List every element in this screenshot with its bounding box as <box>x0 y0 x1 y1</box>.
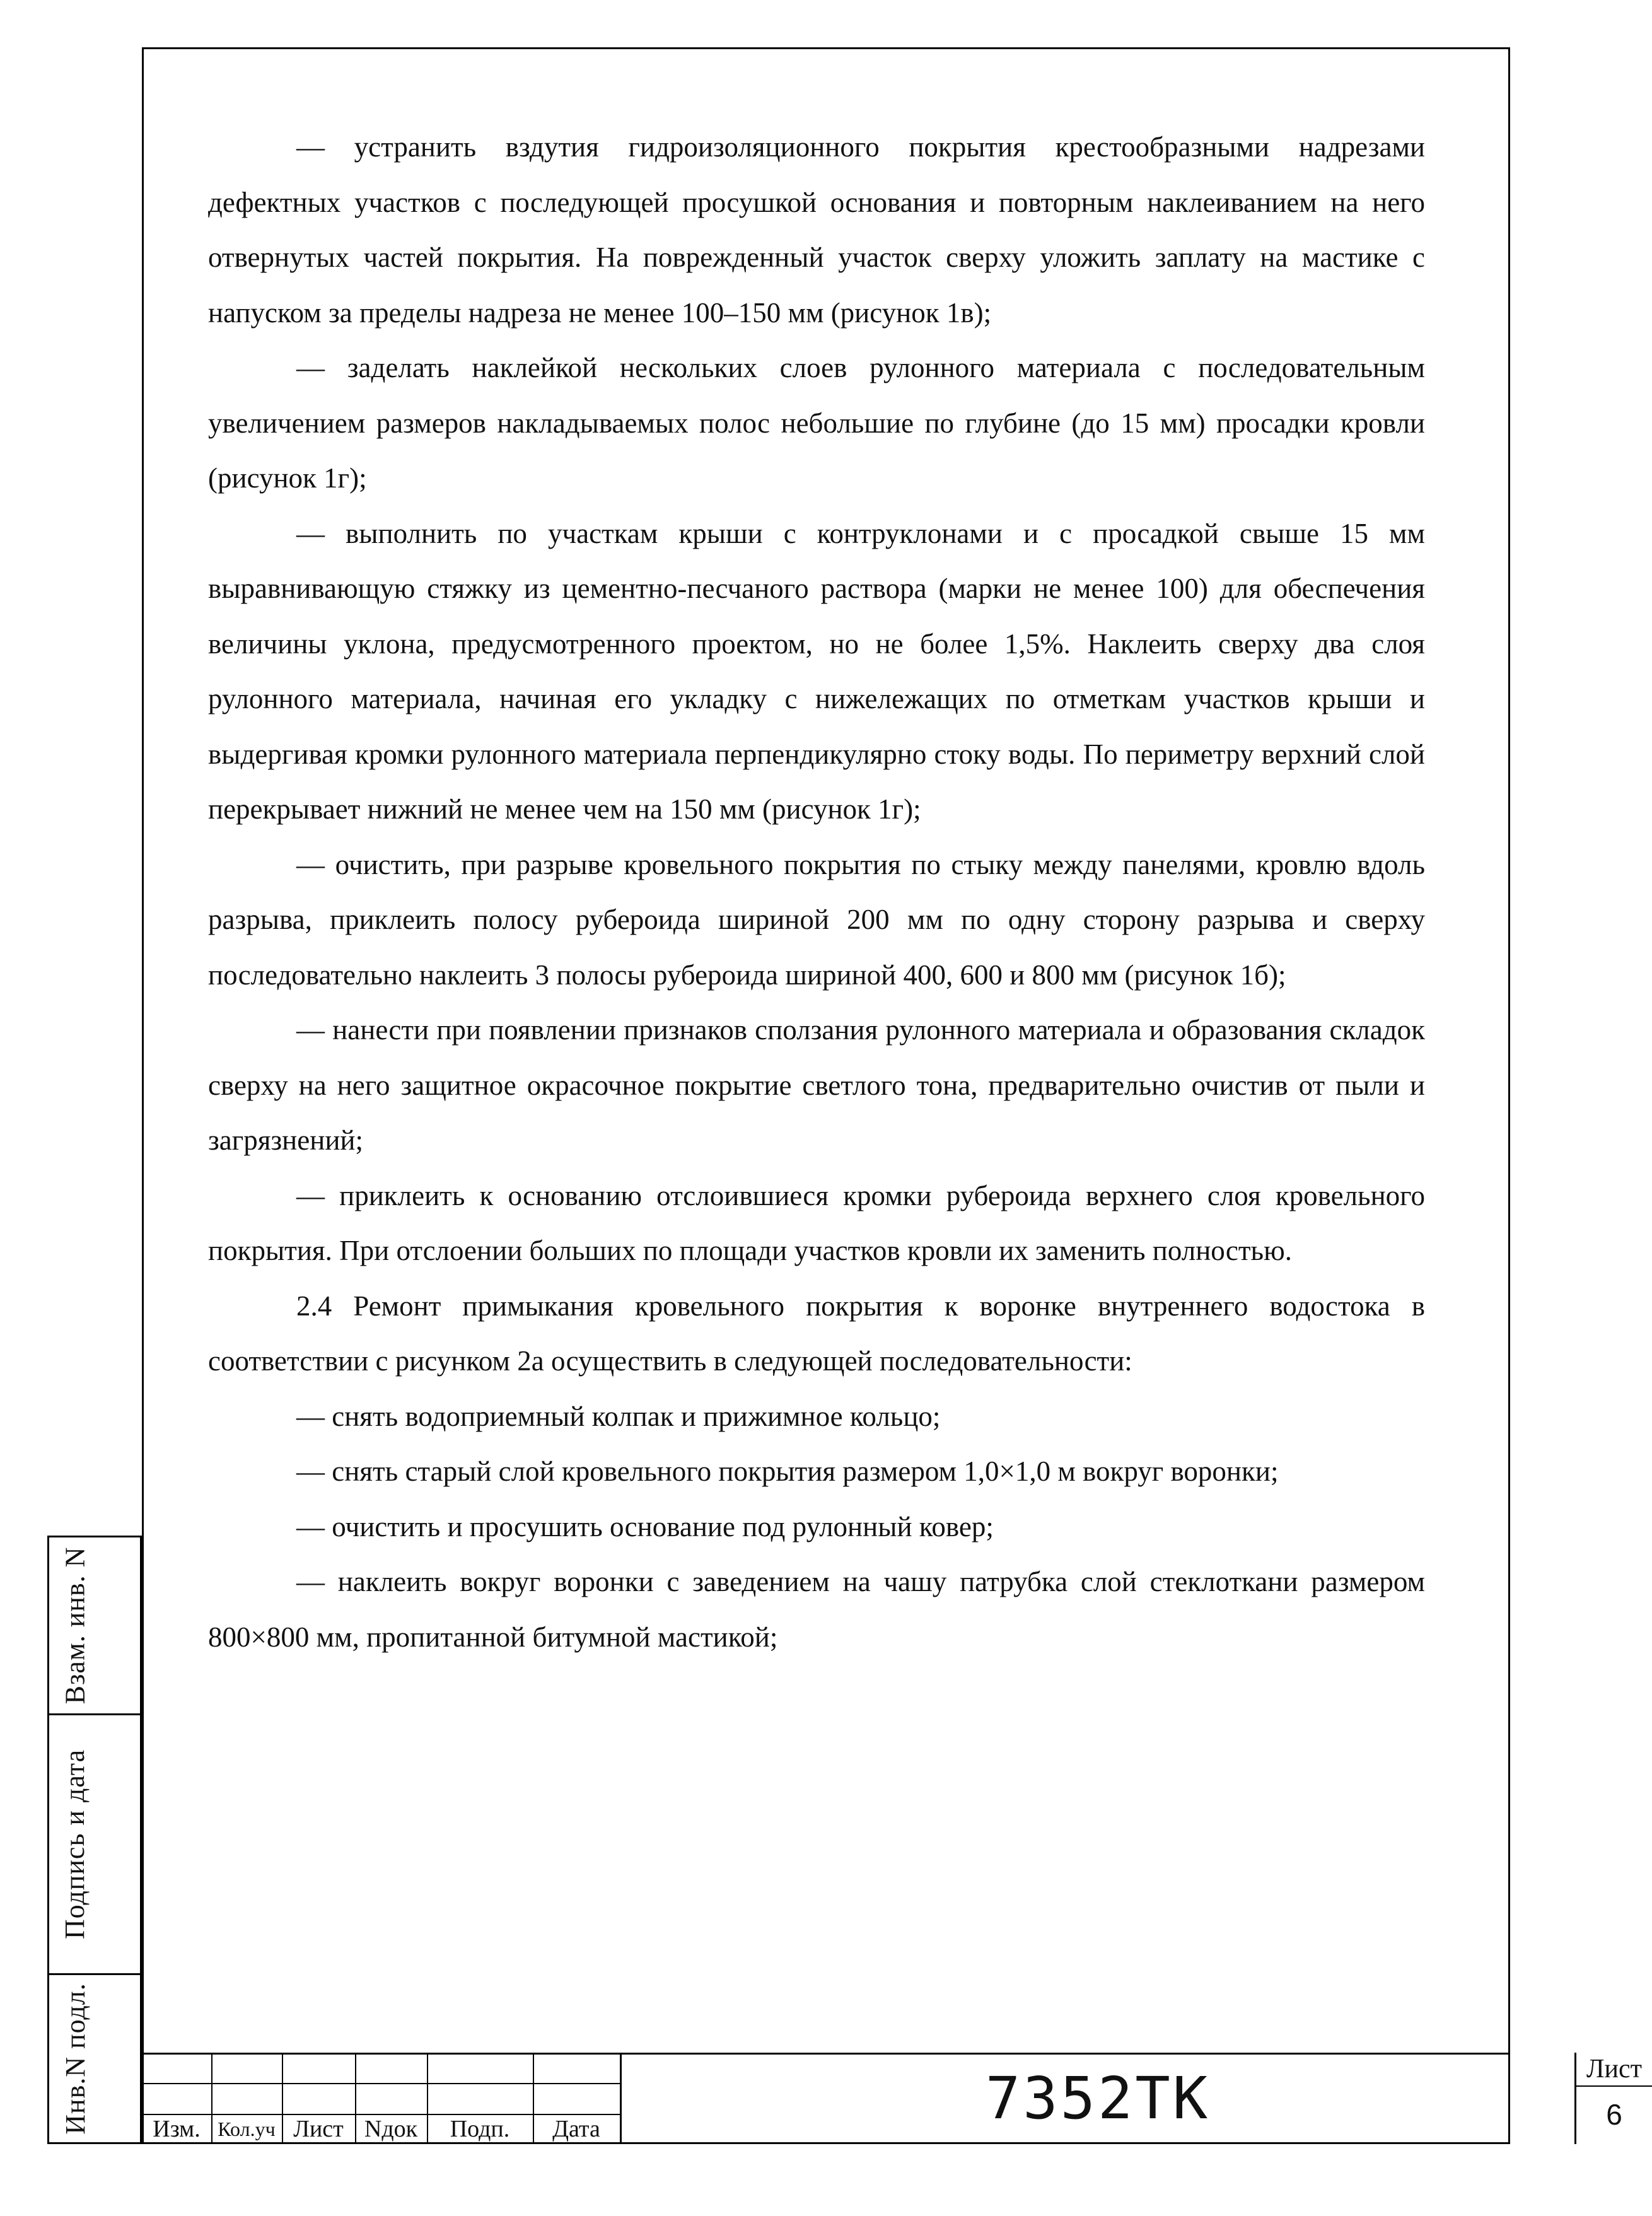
section-heading-paragraph: 2.4 Ремонт примыкания кровельного покрытия к воронке внутреннего водостока в соответствии с рисунком 2а осуществить в следующей последовательности: <box>208 1290 1425 1377</box>
sheet-box <box>1574 2053 1652 2144</box>
col-label-podp: Подп. <box>450 2116 510 2142</box>
col-label-list: Лист <box>293 2116 344 2142</box>
side-label-replace-inv: Взам. инв. N <box>59 1546 91 1705</box>
paragraph: — снять водоприемный колпак и прижимное кольцо; <box>296 1400 941 1432</box>
paragraph: — очистить и просушить основание под рулонный ковер; <box>296 1510 994 1542</box>
col-label-ndok: Nдок <box>364 2116 418 2142</box>
sheet-label: Лист <box>1576 2053 1652 2087</box>
paragraph: — заделать наклейкой нескольких слоев рулонного материала с последовательным увеличением размеров накладываемых полос небольшие по глубине (до 15 мм) просадки кровли (рисунок 1г); <box>208 352 1425 494</box>
side-label-sign-date: Подпись и дата <box>59 1749 91 1940</box>
paragraph: — очистить, при разрыве кровельного покрытия по стыку между панелями, кровлю вдоль разрыва, приклеить полосу рубероида шириной 200 мм по одну сторону разрыва и сверху последовательно наклеить 3 полосы рубероида шириной 400, 600 и 800 мм (рисунок 1б); <box>208 848 1425 991</box>
side-cell-replace-inv <box>47 1536 142 1715</box>
paragraph: — снять старый слой кровельного покрытия размером 1,0×1,0 м вокруг воронки; <box>296 1455 1279 1487</box>
side-cell-inv-original <box>47 1973 142 2144</box>
sheet-number: 6 <box>1606 2098 1622 2131</box>
paragraph: — нанести при появлении признаков сползания рулонного материала и образования складок сверху на него защитное окрасочное покрытие светлого тона, предварительно очистив от пыли и загрязнений; <box>208 1014 1425 1156</box>
paragraph: — наклеить вокруг воронки с заведением на чашу патрубка слой стеклоткани размером 800×800 мм, пропитанной битумной мастикой; <box>208 1566 1425 1653</box>
paragraph: — устранить вздутия гидроизоляционного покрытия крестообразными надрезами дефектных участков с последующей просушкой основания и повторным наклеиванием на него отвернутых частей покрытия. На поврежденный участок сверху уложить заплату на мастике с напуском за пределы надреза не менее 100–150 мм (рисунок 1в); <box>208 131 1425 329</box>
document-body <box>208 120 1425 1665</box>
col-label-izm: Изм. <box>153 2116 201 2142</box>
revision-labels <box>142 2114 621 2144</box>
document-code: 7352ТК <box>985 2065 1211 2132</box>
side-label-inv-original: Инв.N подл. <box>59 1983 91 2135</box>
paragraph: — выполнить по участкам крыши с контруклонами и с просадкой свыше 15 мм выравнивающую стяжку из цементно-песчаного раствора (марки не менее 100) для обеспечения величины уклона, предусмотренного проектом, но не более 1,5%. Наклеить сверху два слоя рулонного материала, начиная его укладку с нижележащих по отметкам участков крыши и выдергивая кромки рулонного материала перпендикулярно стоку воды. По периметру верхний слой перекрывает нижний не менее чем на 150 мм (рисунок 1г); <box>208 517 1425 825</box>
title-block <box>142 2053 1642 2144</box>
col-label-kol-uch: Кол.уч <box>218 2118 276 2140</box>
col-label-data: Дата <box>552 2116 600 2142</box>
side-stamp <box>47 1536 142 2144</box>
side-cell-sign-date <box>47 1713 142 1975</box>
paragraph: — приклеить к основанию отслоившиеся кромки рубероида верхнего слоя кровельного покрытия. При отслоении больших по площади участков кровли их заменить полностью. <box>208 1179 1425 1266</box>
